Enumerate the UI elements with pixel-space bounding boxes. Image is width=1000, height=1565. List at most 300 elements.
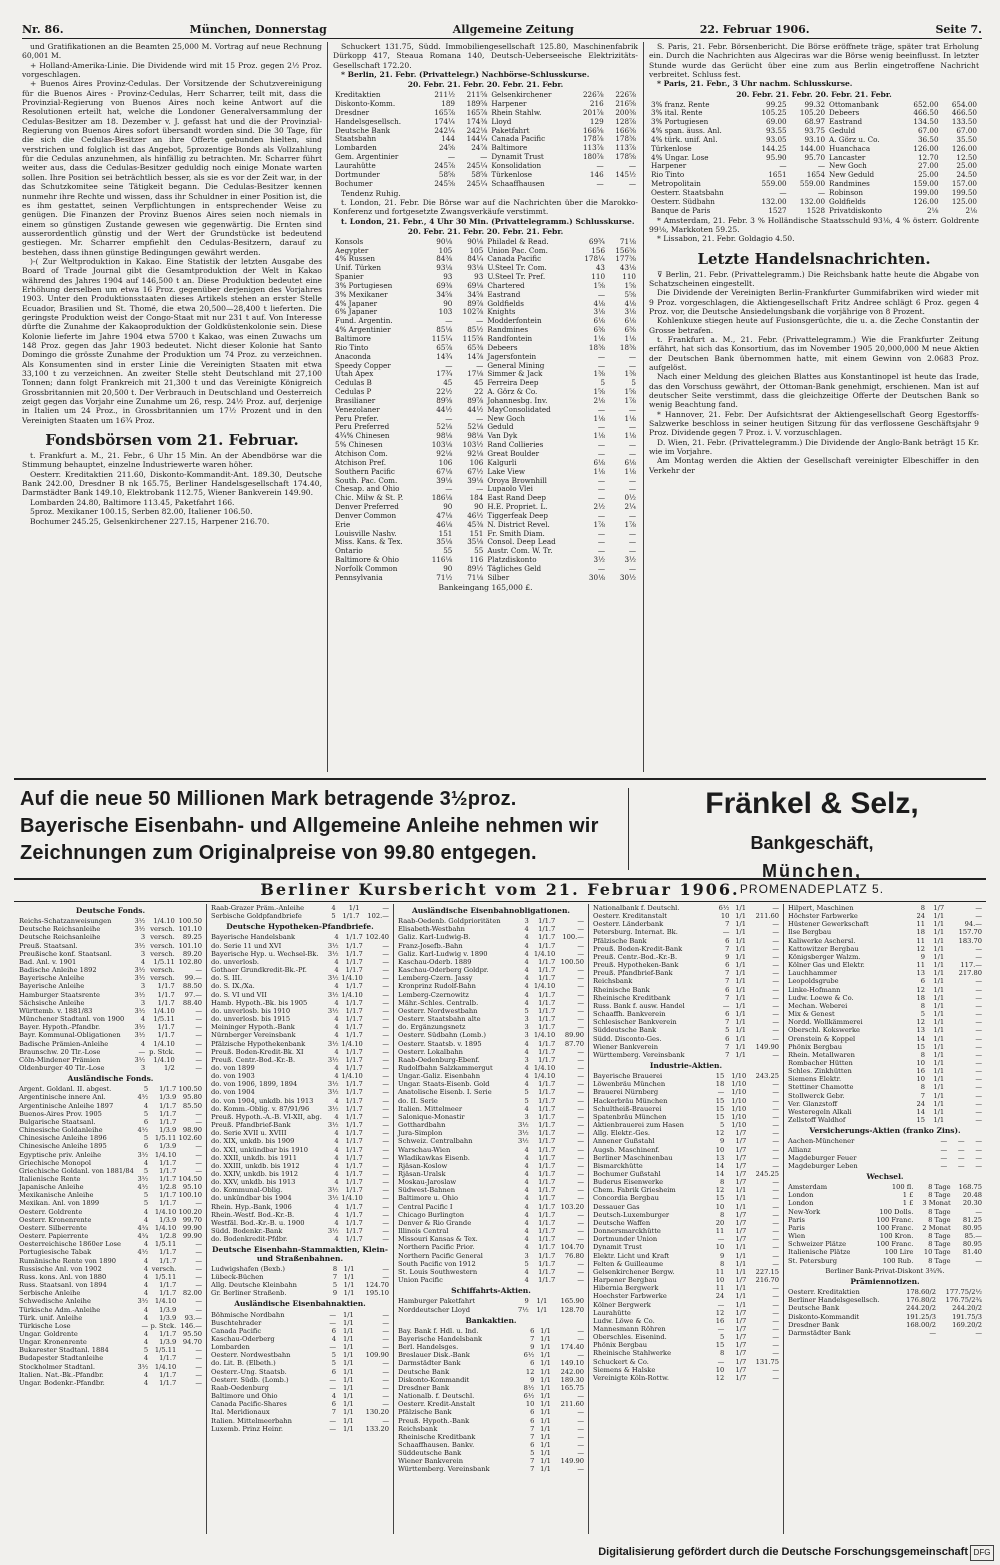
table-cell: Austr. Com. W. Tr. bbox=[487, 547, 553, 556]
table-cell: 58⅝ bbox=[438, 170, 455, 179]
table-row bbox=[787, 1059, 983, 1067]
table-cell: 1/4.10 bbox=[154, 1207, 177, 1216]
table-cell: 92⅛ bbox=[467, 449, 484, 458]
table-cell: 116⅛ bbox=[431, 556, 453, 565]
table-cell: 1/1 bbox=[933, 1083, 945, 1092]
table-cell: 1/1 bbox=[348, 904, 360, 912]
table-cell: Reichsbank bbox=[398, 1424, 438, 1433]
table-cell: 90 bbox=[443, 564, 453, 573]
table-cell: 69⅛ bbox=[467, 281, 484, 290]
table-cell: Ungar. Staats-Eisenb. Gold bbox=[398, 1080, 490, 1089]
table-cell: 101.10 bbox=[178, 941, 202, 950]
table-row bbox=[592, 1211, 780, 1219]
table-cell: Rhein.-Westf. Bod.-Kr.-B. bbox=[211, 1210, 295, 1219]
table-row bbox=[397, 1064, 585, 1072]
table-cell: — bbox=[329, 1318, 337, 1327]
table-cell: 1/7 bbox=[735, 1218, 747, 1227]
table-cell: — bbox=[940, 1153, 948, 1162]
table-cell: 7 bbox=[725, 977, 730, 986]
table-row bbox=[787, 1092, 983, 1100]
table-row bbox=[787, 937, 983, 945]
table-row bbox=[397, 1129, 585, 1137]
table-cell: Oesterr. Staatsb. v. 1895 bbox=[398, 1039, 482, 1048]
table-cell: — bbox=[772, 1308, 779, 1317]
table-cell: 36.50 bbox=[917, 135, 939, 144]
table-row bbox=[18, 1064, 203, 1072]
table-cell: 1/1 bbox=[933, 928, 945, 937]
table-row bbox=[210, 1425, 390, 1433]
table-cell: Deutsche Bank bbox=[335, 126, 390, 135]
table-cell: 1/1.7 bbox=[538, 1276, 556, 1285]
news-paragraph: Nach einer Meldung des gleichen Blattes aus Konstantinopel ist heute das Irade, das den Vorschuss gewährt, der Ottoman-Bank genehmigt, erschienen. Man ist auf deutscher Seite verstimmt, dass die gleichzeitige Offerte der Deutschen Bank so wenig Beachtung fand. bbox=[649, 372, 979, 410]
table-cell: 11 bbox=[916, 936, 926, 945]
table-cell: 1/1.7 bbox=[345, 1023, 363, 1032]
table-cell: 14 bbox=[715, 1170, 725, 1178]
column-rule bbox=[327, 42, 328, 772]
table-cell: 6⅛ bbox=[624, 458, 636, 467]
table-cell: 1/10 bbox=[731, 1096, 747, 1105]
table-cell: Randmines bbox=[829, 180, 870, 189]
table-cell: — bbox=[195, 1109, 202, 1118]
table-cell: 466.50 bbox=[951, 109, 977, 118]
table-cell: — bbox=[382, 1194, 389, 1203]
table-cell: — bbox=[817, 189, 826, 197]
table-cell: 1654 bbox=[806, 171, 826, 180]
table-cell: — bbox=[957, 1137, 965, 1146]
table-cell: 4 bbox=[524, 1235, 529, 1244]
table-cell: 45 bbox=[443, 379, 453, 388]
table-cell: Kölner Bergwerk bbox=[593, 1300, 651, 1309]
table-cell: 12 bbox=[916, 985, 926, 994]
table-cell: Gothaer Grundkredit-Bk.-Pf. bbox=[211, 966, 307, 975]
table-cell: 16 bbox=[916, 1067, 926, 1076]
table-cell: — bbox=[577, 1235, 584, 1244]
table-cell: Südd. Bodenkr.-Bank bbox=[211, 1227, 283, 1236]
table-cell: Miss. Kans. & Tex. bbox=[335, 538, 403, 547]
table-row bbox=[333, 317, 638, 326]
table-cell: 3% Mexikaner bbox=[335, 290, 388, 299]
table-row bbox=[397, 1400, 585, 1408]
table-cell: 1/1 bbox=[735, 1001, 746, 1010]
table-row bbox=[18, 1126, 203, 1134]
table-cell: Wladikawkas Eisenb. bbox=[398, 1153, 470, 1162]
table-cell: Rheinische Kreditbank bbox=[593, 993, 671, 1002]
table-cell: 1/1 bbox=[540, 1400, 551, 1409]
table-cell: — bbox=[597, 423, 606, 432]
table-cell: — bbox=[772, 1284, 779, 1293]
table-cell: — bbox=[195, 1063, 202, 1072]
table-cell: — bbox=[628, 423, 636, 432]
table-cell: 6 bbox=[331, 1326, 337, 1335]
table-cell: — bbox=[577, 1096, 584, 1105]
table-cell: 129 bbox=[589, 117, 604, 126]
table-row bbox=[18, 1232, 203, 1240]
table-row bbox=[18, 1306, 203, 1314]
table-cell: 65⅞ bbox=[436, 343, 453, 352]
table-cell: — bbox=[772, 920, 779, 929]
table-cell: 15 bbox=[916, 1116, 926, 1125]
table-cell: — bbox=[577, 1112, 584, 1121]
table-row bbox=[397, 942, 585, 950]
table-cell: — bbox=[628, 564, 636, 573]
table-row bbox=[210, 1031, 390, 1039]
table-cell: 1/1.7 bbox=[538, 1088, 556, 1097]
table-cell: Oesterr. Papierrente bbox=[19, 1232, 89, 1241]
table-cell: 4 bbox=[143, 1264, 149, 1273]
table-cell: versch. bbox=[150, 941, 175, 950]
table-cell: 1/1 bbox=[933, 936, 945, 945]
table-cell: Preuß. Boden-Kredit-Bk. XI bbox=[211, 1047, 304, 1056]
table-cell: Kaschau-Oderb. 1889 bbox=[398, 957, 472, 966]
table-cell: 1/7 bbox=[735, 1137, 747, 1146]
table-row bbox=[397, 1137, 585, 1145]
table-row bbox=[18, 1056, 203, 1064]
table-cell: Jura-Simplon bbox=[398, 1129, 443, 1138]
table-cell: 4 bbox=[524, 1194, 529, 1203]
table-cell: 1/4.10 bbox=[153, 1006, 175, 1015]
table-cell: Elisabeth-Westbahn bbox=[398, 925, 465, 934]
table-cell: Allg. Deutsche Kleinbahn bbox=[211, 1281, 297, 1290]
table-cell: Galiz. Karl-Ludwig v. 1890 bbox=[398, 949, 488, 958]
table-cell: 3½ bbox=[624, 556, 636, 565]
table-cell: 89½ bbox=[467, 564, 484, 573]
table-row bbox=[18, 1289, 203, 1297]
table-cell: 4% Ungar. Lose bbox=[651, 153, 709, 162]
table-cell: 1/1 bbox=[536, 1305, 548, 1314]
table-cell: — bbox=[382, 1153, 389, 1162]
table-cell: 176.75/2¾ bbox=[945, 1296, 982, 1305]
table-row bbox=[592, 1292, 780, 1300]
table-cell: 1/1 bbox=[735, 912, 746, 921]
table-cell: Kaschau-Oderberg bbox=[211, 1334, 275, 1343]
table-cell: 1/2.8 bbox=[159, 1183, 177, 1192]
table-cell: — bbox=[597, 290, 606, 299]
table-cell: 3½ bbox=[327, 1186, 339, 1195]
table-cell: 104.50 bbox=[178, 1175, 202, 1183]
table-cell: 1/1.7 bbox=[345, 998, 363, 1007]
table-cell: — bbox=[577, 1104, 584, 1113]
table-cell: 1/1 bbox=[540, 1326, 551, 1335]
table-cell: Türkenlose bbox=[491, 170, 532, 179]
table-row bbox=[787, 1108, 983, 1116]
table-cell: 109.90 bbox=[365, 1351, 389, 1360]
table-cell: 1/1.7 bbox=[538, 1251, 556, 1260]
column-rule bbox=[206, 904, 207, 1534]
table-row bbox=[333, 565, 638, 574]
table-cell: 1/7 bbox=[735, 1341, 747, 1350]
table-cell: 1/7 bbox=[735, 1235, 747, 1244]
table-cell: 4 bbox=[334, 998, 339, 1007]
table-cell: 3½ bbox=[327, 1194, 339, 1203]
table-cell: 149.90 bbox=[755, 1042, 779, 1051]
table-row bbox=[333, 406, 638, 415]
table-cell: Gelsenkirchener Bergw. bbox=[593, 1267, 675, 1276]
table-cell: — bbox=[957, 1145, 965, 1154]
table-cell: 1⅛ bbox=[624, 414, 636, 423]
table-cell: Augsb. Maschinenf. bbox=[593, 1145, 660, 1154]
table-cell: — bbox=[382, 1210, 389, 1219]
table-cell: 1/1 bbox=[933, 1091, 945, 1100]
table-cell: 94.70 bbox=[182, 1338, 202, 1347]
table-cell: Stollwerck Gebr. bbox=[788, 1091, 845, 1100]
table-cell: 1⅜ bbox=[624, 370, 636, 379]
column-2 bbox=[333, 42, 638, 774]
table-cell: — bbox=[772, 1034, 779, 1043]
table-cell: 4 bbox=[524, 1276, 529, 1285]
table-cell: — bbox=[772, 1161, 779, 1170]
table-cell: do. XXV, unkdb. bis 1913 bbox=[211, 1178, 296, 1187]
table-row bbox=[787, 928, 983, 936]
table-cell: — bbox=[597, 352, 606, 361]
table-cell: 67.00 bbox=[956, 127, 977, 136]
table-cell: Westeregeln Alkali bbox=[788, 1107, 852, 1116]
table-cell: — bbox=[577, 974, 584, 983]
table-cell: Bulgarische Staatsanl. bbox=[19, 1117, 96, 1126]
table-cell: 106 bbox=[438, 458, 453, 467]
table-cell: 1⅝ bbox=[624, 281, 636, 290]
table-cell: do. Komm.-Oblig. v. 87/91/96 bbox=[211, 1104, 310, 1113]
table-cell: 4% Japaner bbox=[335, 299, 378, 308]
table-cell: Utah Apex bbox=[335, 370, 374, 379]
table-cell: Ilse Bergbau bbox=[788, 928, 832, 937]
table-cell: 3 bbox=[140, 982, 146, 991]
table-cell: — bbox=[577, 1227, 584, 1236]
table-cell: 1/1 bbox=[343, 1272, 355, 1281]
table-cell: 6 bbox=[331, 1400, 337, 1409]
table-cell: Lombarden bbox=[335, 144, 377, 153]
table-cell: 226⅞ bbox=[582, 91, 604, 100]
table-cell: 84⅜ bbox=[436, 255, 453, 264]
table-cell: 1/1.7 bbox=[538, 1161, 556, 1170]
table-row bbox=[649, 198, 979, 207]
table-cell: — bbox=[577, 1392, 584, 1401]
table-cell: Griechische Goldanl. von 1881/84 bbox=[19, 1166, 134, 1175]
table-cell: — bbox=[329, 1375, 337, 1384]
table-cell: — bbox=[577, 1006, 584, 1015]
table-cell: 3½ bbox=[134, 917, 146, 926]
table-cell: A. Görz u. Co. bbox=[829, 135, 880, 144]
table-row bbox=[210, 974, 390, 982]
table-cell: Harpener bbox=[651, 162, 687, 171]
table-row bbox=[787, 994, 983, 1002]
table-cell: 5 bbox=[143, 1085, 149, 1094]
table-row bbox=[333, 521, 638, 530]
table-cell: 1528 bbox=[806, 206, 826, 215]
table-cell: Mix & Genest bbox=[788, 1010, 835, 1019]
table-cell: 13 bbox=[916, 969, 926, 978]
paper-title: Allgemeine Zeitung bbox=[452, 23, 574, 36]
table-cell: 5 bbox=[524, 1096, 529, 1105]
table-cell: 1/7 bbox=[735, 1276, 747, 1285]
table-cell: 1/1 bbox=[735, 1010, 746, 1019]
table-cell: 1/1 bbox=[933, 1034, 945, 1043]
table-cell: 103½ bbox=[462, 441, 484, 450]
table-cell: Bismarckhütte bbox=[593, 1161, 643, 1170]
table-cell: 1/1.7 bbox=[538, 1178, 556, 1187]
table-cell: 3 bbox=[524, 1112, 529, 1121]
table-cell: 20.30 bbox=[962, 1199, 982, 1208]
table-cell: 4 bbox=[524, 1243, 529, 1252]
table-row bbox=[18, 1142, 203, 1150]
issue-number: Nr. 86. bbox=[22, 23, 64, 36]
table-row bbox=[18, 1281, 203, 1289]
table-cell: 145½ bbox=[615, 170, 636, 179]
table-row bbox=[210, 912, 390, 920]
table-cell: 1/1.7 bbox=[538, 1259, 556, 1268]
table-cell: 132.00 bbox=[761, 197, 787, 206]
table-row bbox=[592, 1154, 780, 1162]
table-cell: — bbox=[975, 1161, 982, 1170]
table-row bbox=[787, 1304, 983, 1312]
table-cell: 1/5.11 bbox=[153, 1015, 175, 1024]
table-row bbox=[18, 1224, 203, 1232]
table-cell: Portugiesische Tabak bbox=[19, 1248, 92, 1257]
table-row bbox=[210, 942, 390, 950]
table-cell: do. Bodenkredit-Pfdbr. bbox=[211, 1235, 288, 1244]
table-row bbox=[397, 1211, 585, 1219]
table-cell: Gr. Berliner Straßenb. bbox=[211, 1289, 287, 1298]
table-cell: — bbox=[772, 928, 779, 937]
section-heading: Bankaktien. bbox=[465, 1315, 517, 1325]
table-cell: Argent. Goldanl. II. abgest. bbox=[19, 1085, 112, 1094]
table-cell: 1/1 bbox=[933, 952, 945, 961]
table-row bbox=[333, 494, 638, 503]
table-cell: 1/7 bbox=[735, 1365, 747, 1374]
table-cell: 245⅞ bbox=[434, 161, 455, 170]
table-cell: Cöln-Mindener Prämien bbox=[19, 1055, 101, 1064]
table-cell: 1/7 bbox=[735, 1357, 747, 1366]
table-cell: 11 bbox=[916, 961, 926, 970]
table-cell: 68.97 bbox=[804, 118, 826, 127]
table-cell: 4 bbox=[334, 1031, 339, 1040]
table-cell: Norfolk Common bbox=[335, 564, 398, 573]
table-cell: — bbox=[975, 1099, 982, 1108]
table-cell: — bbox=[772, 1292, 779, 1301]
table-cell: — bbox=[628, 547, 636, 556]
table-cell: 99.— bbox=[184, 974, 202, 983]
table-cell: 100.10 bbox=[178, 1191, 202, 1200]
table-cell: 1/1.7 bbox=[345, 1088, 363, 1097]
table-cell: 1/5.11 bbox=[154, 1272, 177, 1281]
table-cell: — bbox=[382, 1383, 389, 1392]
table-cell: 4 bbox=[524, 1145, 529, 1154]
table-cell: 4 bbox=[143, 1313, 149, 1322]
table-cell: — bbox=[577, 925, 584, 934]
table-cell: 1/1 bbox=[342, 1367, 354, 1376]
table-cell: — bbox=[975, 1207, 982, 1216]
table-cell: — bbox=[382, 1178, 389, 1187]
table-cell: 10 bbox=[720, 912, 730, 921]
table-row bbox=[333, 415, 638, 424]
table-cell: — bbox=[382, 1326, 389, 1335]
table-cell: p. Stck. bbox=[149, 1047, 175, 1056]
table-cell: — bbox=[577, 1432, 584, 1441]
table-cell: — bbox=[195, 1362, 202, 1371]
table-cell: Eastrand bbox=[487, 290, 521, 299]
table-cell: — bbox=[772, 961, 779, 970]
table-cell: Oesterr. Nordwestbahn bbox=[211, 1351, 291, 1360]
table-cell: 156 bbox=[591, 246, 606, 255]
table-row bbox=[18, 999, 203, 1007]
table-cell: 126.00 bbox=[913, 197, 939, 206]
table-cell: 5 bbox=[143, 1191, 149, 1200]
table-cell: — bbox=[940, 1137, 948, 1146]
table-cell: — bbox=[772, 1018, 779, 1027]
table-cell: Lancaster bbox=[829, 153, 866, 162]
table-cell: Buenos-Aires Prov. 1905 bbox=[19, 1109, 102, 1118]
table-cell: 100 Lire bbox=[884, 1248, 914, 1257]
table-cell: 1⅛ bbox=[624, 467, 636, 476]
table-cell: Dessauer Gas bbox=[593, 1202, 640, 1211]
table-cell: — bbox=[628, 405, 636, 414]
table-cell: Kronprinz Rudolf-Bahn bbox=[398, 982, 476, 991]
table-cell: 6 bbox=[725, 985, 730, 994]
table-row bbox=[18, 1151, 203, 1159]
table-row bbox=[333, 335, 638, 344]
table-cell: 1/7 bbox=[735, 1161, 747, 1170]
table-cell: Tiggerfeak Deep bbox=[487, 511, 549, 520]
ad-address: PROMENADEPLATZ 5. bbox=[739, 882, 885, 896]
table-cell: 1/1.7 bbox=[538, 1112, 556, 1121]
table-cell: Rjäsan-Koslow bbox=[398, 1161, 448, 1170]
table-cell: Speedy Copper bbox=[335, 361, 391, 370]
table-cell: 3 bbox=[140, 998, 146, 1007]
table-cell: 4 bbox=[334, 1023, 339, 1032]
table-cell: Ottomanbank bbox=[829, 100, 879, 109]
table-cell: do. von 1903 bbox=[211, 1072, 255, 1081]
ad-text: Auf die neue 50 Millionen Mark betragende 3½proz. Bayerische Eisenbahn- und Allgemeine Anleihe nehmen wir Zeichnungen zum Originalpreise von 99.80 entgegen. bbox=[20, 788, 599, 864]
table-cell: Aachen-Münchener bbox=[788, 1137, 855, 1146]
table-row bbox=[397, 1023, 585, 1031]
bank-discount-note: Berliner Bank-Privat-Diskont 3¾%. bbox=[825, 1266, 945, 1275]
table-cell: 1/1 bbox=[540, 1408, 551, 1417]
table-cell: Harpener bbox=[491, 100, 527, 109]
table-row bbox=[787, 912, 983, 920]
table-cell: 1/1.7 bbox=[345, 1080, 363, 1089]
table-cell: Gotthardbahn bbox=[398, 1121, 446, 1130]
table-cell: 1/1.7 bbox=[345, 949, 363, 958]
table-cell: U.Steel Tr. Com. bbox=[487, 264, 547, 273]
table-cell: 15 bbox=[715, 1194, 725, 1203]
table-row bbox=[592, 1374, 780, 1382]
table-cell: 2 Monat bbox=[922, 1223, 951, 1232]
table-row bbox=[333, 171, 638, 180]
table-row bbox=[18, 1346, 203, 1354]
table-cell: 1/7 bbox=[735, 1210, 747, 1219]
table-cell: — bbox=[596, 179, 604, 188]
table-row bbox=[333, 362, 638, 371]
column-rule bbox=[643, 42, 644, 772]
table-row bbox=[333, 162, 638, 171]
table-cell: 8 Tage bbox=[928, 1240, 951, 1249]
table-cell: Chinesische Anleihe 1896 bbox=[19, 1134, 107, 1143]
table-cell: — bbox=[596, 161, 604, 170]
table-cell: 1/1 bbox=[540, 1441, 551, 1449]
table-row bbox=[210, 1194, 390, 1202]
table-cell: Central Pacific I bbox=[398, 1202, 453, 1211]
london-table bbox=[333, 228, 638, 583]
table-cell: 151 bbox=[438, 529, 453, 538]
table-row bbox=[333, 91, 638, 100]
table-row bbox=[592, 937, 780, 945]
table-cell: — bbox=[717, 1324, 725, 1333]
table-cell: 113⅞ bbox=[582, 144, 604, 153]
table-cell: 1/4.10 bbox=[341, 1194, 363, 1203]
table-row bbox=[333, 344, 638, 353]
table-cell: 1/1.7 bbox=[538, 1039, 556, 1048]
table-cell: — bbox=[195, 1142, 202, 1151]
table-row bbox=[592, 1170, 780, 1178]
